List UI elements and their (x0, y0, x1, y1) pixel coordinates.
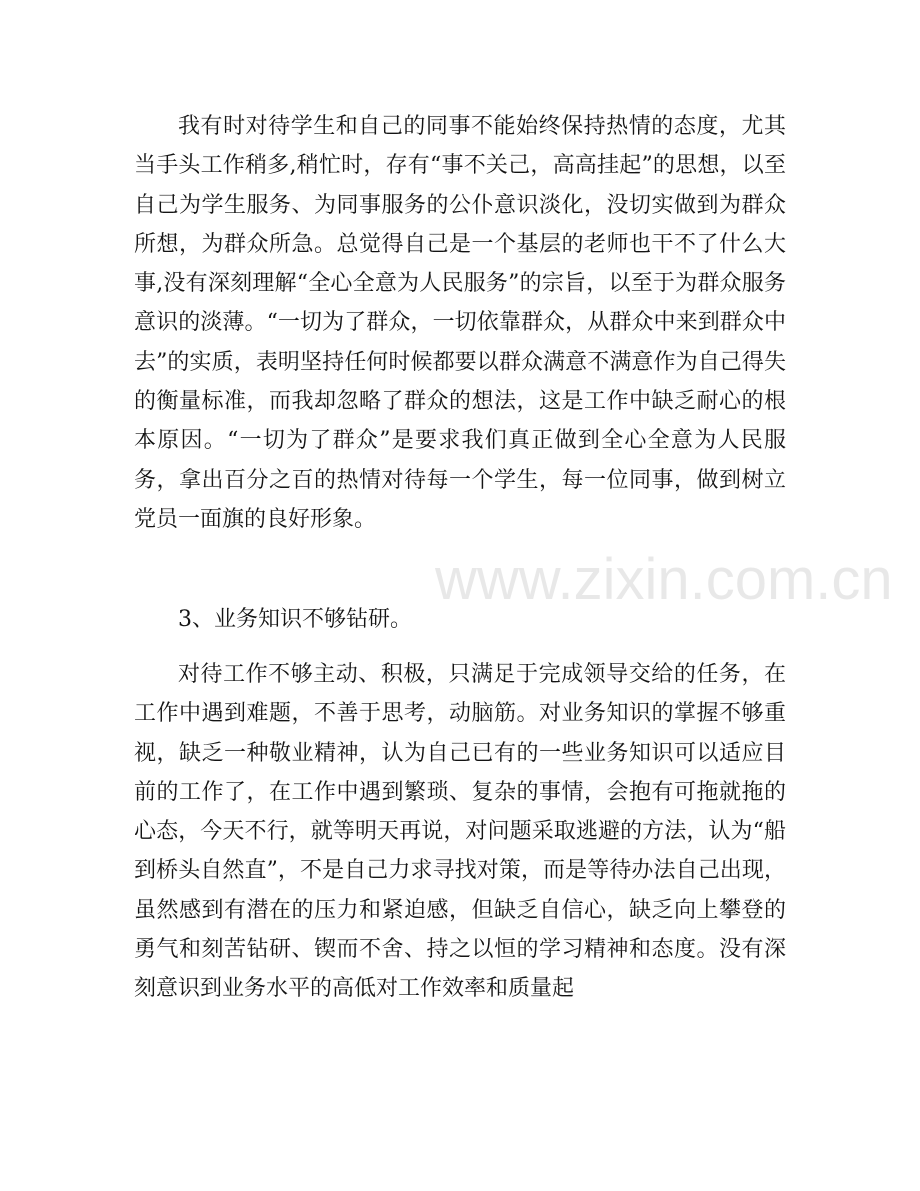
body-paragraph-1: 我有时对待学生和自己的同事不能始终保持热情的态度，尤其当手头工作稍多,稍忙时，存有“事不关己，高高挂起”的思想，以至自己为学生服务、为同事服务的公仆意识淡化，没切实做到为群众所想，为群众所急。总觉得自己是一个基层的老师也干不了什么大事,没有深刻理解“全心全意为人民服务”的宗旨，以至于为群众服务意识的淡薄。“一切为了群众，一切依靠群众，从群众中来到群众中去”的实质，表明坚持任何时候都要以群众满意不满意作为自己得失的衡量标准，而我却忽略了群众的想法，这是工作中缺乏耐心的根本原因。“一切为了群众”是要求我们真正做到全心全意为人民服务，拿出百分之百的热情对待每一个学生，每一位同事，做到树立党员一面旗的良好形象。 (134, 114, 786, 532)
body-paragraph-2: 对待工作不够主动、积极，只满足于完成领导交给的任务，在工作中遇到难题，不善于思考，动脑筋。对业务知识的掌握不够重视，缺乏一种敬业精神，认为自己已有的一些业务知识可以适应目前的工作了，在工作中遇到繁琐、复杂的事情，会抱有可拖就拖的心态，今天不行，就等明天再说，对问题采取逃避的方法，认为“船到桥头自然直”，不是自己力求寻找对策，而是等待办法自己出现，虽然感到有潜在的压力和紧迫感，但缺乏自信心，缺乏向上攀登的勇气和刻苦钻研、锲而不舍、持之以恒的学习精神和态度。没有深刻意识到业务水平的高低对工作效率和质量起 (134, 662, 786, 1002)
section-heading-3: 3、业务知识不够钻研。 (178, 607, 412, 632)
watermark: www.zixin.com.cn (435, 547, 893, 612)
